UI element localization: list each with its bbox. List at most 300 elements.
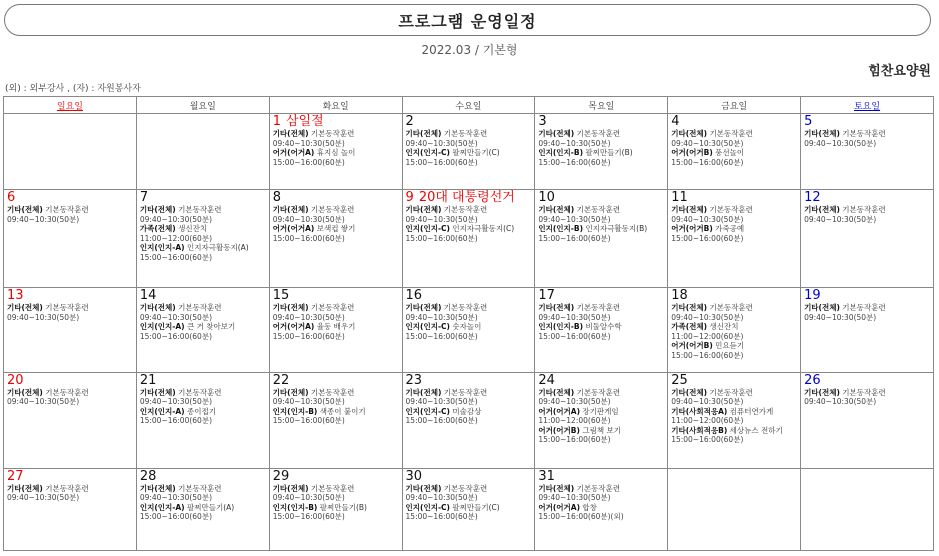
day-number [273,374,399,388]
program-name: 종이접기 [187,406,216,416]
program-time: 09:40~10:30(50분) [538,214,611,224]
program-category: 기타(사회적응B) [671,425,728,435]
program-name: 생신잔치 [709,322,739,332]
program-name: 기본동작훈련 [842,303,886,313]
program-entry [804,129,930,139]
program-category: 기타(전체) [804,129,840,138]
program-entry [273,224,399,234]
day-number-text: 31 [538,468,555,484]
weekday-sunday: 일요일 [4,97,137,114]
program-category: 인지(인지-B) [538,322,584,332]
program-time: 15:00~16:00(60분) [272,233,345,243]
program-category: 인지(인지-C) [405,224,450,234]
program-time: 15:00~16:00(60분) [272,331,345,341]
program-name: 기본동작훈련 [45,387,89,397]
program-category: 인지(인지-B) [272,406,318,416]
day-cell [801,288,934,372]
day-cell [668,288,801,372]
program-entry [671,407,797,417]
program-name: 기본동작훈련 [576,483,621,493]
day-cell [4,190,137,288]
day-number-text: 25 [671,372,688,388]
day-cell [402,288,535,372]
program-entry [538,388,664,398]
program-category: 기타(전체) [139,205,176,215]
program-time: 09:40~10:30(50분) [272,397,345,407]
day-number [538,470,664,484]
program-entry [406,224,532,234]
program-entry [140,503,266,513]
program-category: 어거(어거A) [272,322,315,332]
program-time: 15:00~16:00(60분)(외) [538,512,624,522]
program-name: 인지자극활동지(B) [585,224,648,234]
day-cell [4,372,137,468]
program-name: 기본동작훈련 [842,205,886,215]
program-time: 09:40~10:30(50분) [538,397,611,407]
day-cell [136,288,269,372]
day-number-text: 21 [139,372,157,388]
program-name: 기본동작훈련 [443,387,488,397]
program-name: 기본동작훈련 [709,387,753,397]
day-number-text: 29 [272,468,290,484]
day-number [273,289,399,303]
program-time: 09:40~10:30(50분) [804,138,877,148]
program-name: 보색컵 쌓기 [316,224,356,234]
day-number [671,289,797,303]
program-name: 팔찌만들기(B) [585,148,633,157]
program-name: 풍선놀이 [715,148,745,157]
program-entry [7,484,133,494]
weekday-tuesday: 화요일 [269,97,402,114]
program-name: 팔찌만들기(B) [319,502,367,512]
program-time: 09:40~10:30(50분) [139,397,212,407]
program-time: 09:40~10:30(50분) [671,312,744,322]
program-entry [671,129,797,139]
program-name: 팔찌만들기(C) [452,502,500,512]
program-name: 가죽공예 [715,224,745,234]
program-entry [671,303,797,313]
day-number-text: 16 [405,288,423,304]
program-time: 15:00~16:00(60분) [272,157,345,167]
program-category: 어거(어거A) [538,406,581,416]
program-name: 기본동작훈련 [443,129,488,138]
day-number-text: 20 [7,372,24,388]
program-entry [406,484,532,494]
program-time: 15:00~16:00(60분) [405,157,478,167]
program-category: 기타(전체) [405,303,442,313]
day-number [140,289,266,303]
program-time: 09:40~10:30(50분) [139,214,212,224]
program-entry [538,224,664,234]
day-number [671,115,797,129]
program-time: 15:00~16:00(60분) [139,416,212,426]
day-number [273,470,399,484]
program-entry [671,205,797,215]
program-entry [406,303,532,313]
program-entry [538,426,664,436]
program-category: 어거(어거B) [538,425,580,435]
program-time: 09:40~10:30(50분) [272,312,345,322]
program-category: 기타(전체) [405,205,442,215]
program-name: 기본동작훈련 [310,483,355,493]
day-number [671,374,797,388]
program-time: 11:00~12:00(60분) [671,331,744,341]
program-entry [538,503,664,513]
program-name: 휴지심 놀이 [316,148,356,157]
program-name: 숫자놀이 [452,322,482,332]
program-name: 기본동작훈련 [178,205,222,215]
day-number-text: 1 [272,114,281,129]
day-number [273,191,399,205]
day-number-text: 8 [272,190,281,206]
program-entry [273,148,399,158]
program-category: 인지(인지-B) [538,224,584,234]
day-cell [269,468,402,550]
program-entry [406,388,532,398]
day-number-text: 3 [538,114,547,129]
program-category: 기타(전체) [804,303,840,313]
day-cell [269,288,402,372]
day-number-text: 2 [405,114,414,129]
program-time: 15:00~16:00(60분) [139,252,212,262]
program-name: 합창 [582,502,597,512]
program-name: 기본동작훈련 [842,387,886,397]
day-number-text: 11 [671,190,688,206]
program-name: 인지자극활동지(C) [452,224,515,234]
program-time: 09:40~10:30(50분) [804,312,877,322]
week-row [4,288,934,372]
day-number-text: 22 [272,372,290,388]
program-entry [804,303,930,313]
program-entry [140,303,266,313]
day-number-text: 5 [804,114,813,129]
program-time: 15:00~16:00(60분) [671,233,744,243]
program-time: 09:40~10:30(50분) [139,312,212,322]
program-name: 율동 배우기 [316,322,356,332]
program-entry [273,303,399,313]
program-name: 기본동작훈련 [576,303,621,313]
weekday-saturday: 토요일 [801,97,934,114]
day-cell [402,372,535,468]
day-number [406,115,532,129]
program-entry [273,407,399,417]
program-name: 기본동작훈련 [443,483,488,493]
program-entry [671,224,797,234]
weekday-monday: 월요일 [136,97,269,114]
program-category: 기타(전체) [538,129,575,138]
day-cell [801,372,934,468]
program-name: 기본동작훈련 [709,129,753,138]
day-cell [801,190,934,288]
program-name: 기본동작훈련 [709,303,753,313]
program-time: 15:00~16:00(60분) [405,331,478,341]
program-category: 기타(전체) [272,129,309,138]
program-name: 기본동작훈련 [45,483,89,493]
day-number-text: 7 [139,190,149,206]
day-number-text: 6 [7,190,16,206]
day-number [671,191,797,205]
program-name: 기본동작훈련 [178,387,222,397]
program-category: 기타(전체) [272,205,309,215]
program-entry [538,484,664,494]
program-entry [273,503,399,513]
day-number-text: 17 [538,288,555,304]
program-time: 09:40~10:30(50분) [671,214,744,224]
day-cell [801,468,934,550]
program-name: 색종이 붙이기 [319,406,366,416]
program-category: 기타(전체) [139,483,176,493]
program-entry [671,148,797,158]
day-number-text: 23 [405,372,423,388]
program-entry [140,388,266,398]
day-cell [136,114,269,190]
program-time: 15:00~16:00(60분) [272,416,345,426]
program-time: 15:00~16:00(60분) [671,350,744,360]
program-category: 기타(전체) [272,303,309,313]
program-name: 기본동작훈련 [310,303,355,313]
day-cell [4,468,137,550]
program-name: 팔찌만들기(A) [187,502,235,512]
program-time: 09:40~10:30(50분) [405,397,478,407]
program-name: 기본동작훈련 [443,205,488,215]
program-category: 기타(전체) [7,387,43,397]
day-number [538,191,664,205]
day-cell [535,190,668,288]
program-entry [140,484,266,494]
week-row [4,114,934,190]
day-number [406,191,532,205]
program-name: 기본동작훈련 [576,387,621,397]
day-number-text: 10 [538,190,555,206]
day-number [804,115,930,129]
program-category: 기타(전체) [538,387,575,397]
day-number-text: 4 [671,114,680,129]
program-time: 11:00~12:00(60분) [538,416,611,426]
program-category: 기타(전체) [671,129,708,138]
program-time: 09:40~10:30(50분) [538,312,611,322]
page-title: 프로그램 운영일정 [4,4,931,36]
program-category: 기타(전체) [405,129,442,138]
program-time: 15:00~16:00(60분) [538,435,611,445]
program-category: 기타(전체) [405,483,442,493]
day-number [406,289,532,303]
organization-name: 힘찬요양원 [868,64,931,79]
program-time: 09:40~10:30(50분) [7,493,80,503]
day-number [406,470,532,484]
program-time: 11:00~12:00(60분) [139,233,212,243]
program-name: 기본동작훈련 [576,129,621,138]
program-entry [140,407,266,417]
day-number-text: 26 [804,372,821,388]
program-name: 장기판게임 [582,406,619,416]
program-time: 15:00~16:00(60분) [405,416,478,426]
program-time: 09:40~10:30(50분) [272,214,345,224]
program-time: 09:40~10:30(50분) [538,493,611,503]
program-name: 기본동작훈련 [178,483,222,493]
program-time: 15:00~16:00(60분) [538,331,611,341]
day-number-text: 30 [405,468,423,484]
program-category: 인지(인지-A) [139,322,185,332]
program-entry [406,148,532,158]
program-time: 15:00~16:00(60분) [671,435,744,445]
program-name: 팔찌만들기(C) [452,148,500,157]
program-category: 인지(인지-C) [405,148,450,157]
day-number-text: 27 [7,468,24,484]
day-number-text: 19 [804,288,821,304]
program-time: 15:00~16:00(60분) [272,512,345,522]
day-number [7,470,133,484]
program-time: 09:40~10:30(50분) [272,493,345,503]
program-category: 인지(인지-B) [272,502,318,512]
program-category: 기타(전체) [671,303,708,313]
program-name: 기본동작훈련 [443,303,488,313]
program-time: 09:40~10:30(50분) [272,138,345,148]
day-number [538,115,664,129]
program-name: 기본동작훈련 [310,205,355,215]
program-entry [406,322,532,332]
day-number-text: 12 [804,190,821,206]
day-number-text: 14 [139,288,157,304]
program-entry [406,205,532,215]
program-category: 어거(어거B) [671,148,713,157]
day-number [804,289,930,303]
program-category: 어거(어거B) [671,341,713,351]
program-entry [140,322,266,332]
program-time: 15:00~16:00(60분) [405,512,478,522]
program-name: 기본동작훈련 [45,303,89,313]
program-entry [406,129,532,139]
day-cell [269,114,402,190]
day-cell [402,468,535,550]
program-time: 09:40~10:30(50분) [804,397,877,407]
program-category: 기타(전체) [272,387,309,397]
program-category: 기타(전체) [671,387,708,397]
program-name: 기본동작훈련 [576,205,621,215]
program-time: 15:00~16:00(60분) [139,512,212,522]
week-row [4,372,934,468]
program-category: 어거(어거A) [272,224,315,234]
program-entry [7,303,133,313]
program-category: 가족(전체) [139,224,176,234]
program-name: 생신잔치 [178,224,208,234]
day-cell [535,372,668,468]
day-number [7,191,133,205]
program-entry [140,205,266,215]
program-category: 기타(전체) [538,483,575,493]
day-cell [668,190,801,288]
program-category: 어거(어거B) [671,224,713,234]
weekday-wednesday: 수요일 [402,97,535,114]
day-cell [402,114,535,190]
day-number [804,191,930,205]
day-cell [668,114,801,190]
program-time: 09:40~10:30(50분) [405,312,478,322]
week-row [4,190,934,288]
weekday-thursday: 목요일 [535,97,668,114]
day-cell [4,288,137,372]
program-name: 컴퓨터연가게 [729,406,774,416]
program-name: 기본동작훈련 [709,205,753,215]
program-entry [140,224,266,234]
program-entry [273,322,399,332]
program-entry [804,388,930,398]
day-number [273,115,399,129]
program-category: 인지(인지-C) [405,502,450,512]
program-entry [140,243,266,253]
day-cell [535,114,668,190]
program-category: 기타(전체) [405,387,442,397]
weekday-friday: 금요일 [668,97,801,114]
day-cell [269,190,402,288]
program-category: 기타(전체) [804,387,840,397]
day-cell [801,114,934,190]
day-number [538,374,664,388]
program-entry [538,129,664,139]
program-category: 어거(어거A) [272,148,315,157]
program-name: 기본동작훈련 [178,303,222,313]
program-time: 15:00~16:00(60분) [139,331,212,341]
day-cell [535,288,668,372]
day-number-text: 18 [671,288,688,304]
day-number [140,191,266,205]
program-entry [273,205,399,215]
program-category: 기타(전체) [7,303,43,313]
program-time: 11:00~12:00(60분) [671,416,744,426]
program-entry [7,388,133,398]
program-entry [804,205,930,215]
program-time: 09:40~10:30(50분) [405,214,478,224]
program-name: 기본동작훈련 [310,129,355,138]
program-category: 기타(전체) [139,303,176,313]
program-category: 인지(인지-A) [139,502,185,512]
program-name: 세상뉴스 전하기 [729,425,783,435]
schedule-subtitle: 2022.03 / 기본형 [421,43,518,57]
program-entry [671,388,797,398]
day-number [804,374,930,388]
program-category: 인지(인지-B) [538,148,584,157]
holiday-label: 20대 대통령선거 [418,190,515,206]
program-category: 인지(인지-A) [139,406,185,416]
program-time: 09:40~10:30(50분) [671,397,744,407]
day-number-text: 13 [7,288,24,304]
program-category: 기타(사회적응A) [671,406,728,416]
program-category: 인지(인지-A) [139,243,185,253]
program-category: 인지(인지-C) [405,406,450,416]
day-number [140,470,266,484]
program-time: 15:00~16:00(60분) [405,233,478,243]
day-number [538,289,664,303]
program-time: 09:40~10:30(50분) [7,312,80,322]
program-entry [538,148,664,158]
program-category: 기타(전체) [671,205,708,215]
program-name: 기본동작훈련 [842,129,886,138]
program-name: 그림책 보기 [582,425,621,435]
day-cell [668,372,801,468]
program-time: 09:40~10:30(50분) [538,138,611,148]
day-number-text: 24 [538,372,555,388]
program-name: 미술감상 [452,406,482,416]
day-cell [668,468,801,550]
program-category: 인지(인지-C) [405,322,450,332]
program-category: 기타(전체) [538,205,575,215]
program-category: 기타(전체) [139,387,176,397]
program-time: 09:40~10:30(50분) [804,214,877,224]
day-number-text: 9 [405,190,414,206]
program-category: 기타(전체) [272,483,309,493]
day-cell [136,468,269,550]
program-time: 15:00~16:00(60분) [538,157,611,167]
program-category: 가족(전체) [671,322,708,332]
